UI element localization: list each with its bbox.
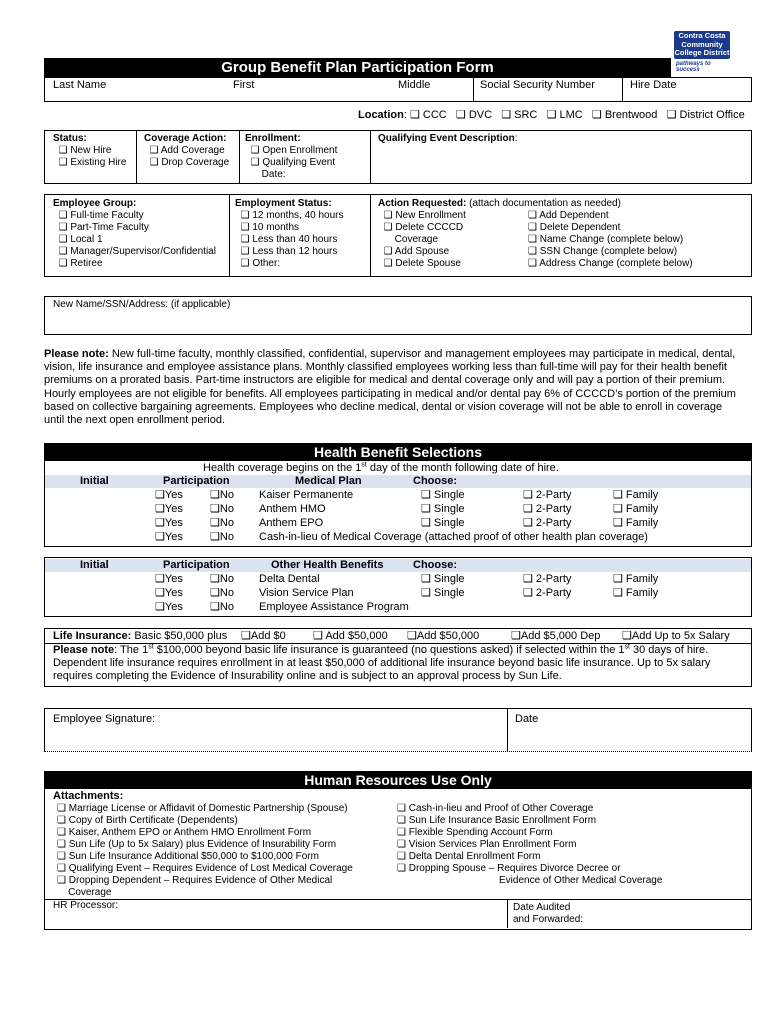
attach-fsa-checkbox[interactable]: ❑ Flexible Spending Account Form xyxy=(397,827,553,838)
ssn-change-checkbox[interactable]: ❑ SSN Change (complete below) xyxy=(528,246,678,257)
last-name-label: Last Name xyxy=(53,79,107,91)
ssn-label: Social Security Number xyxy=(480,79,595,91)
life-add-50000-a[interactable]: ❑ Add $50,000 xyxy=(313,630,388,642)
other-participation-header: Participation xyxy=(163,559,230,571)
manager-checkbox[interactable]: ❑ Manager/Supervisor/Confidential xyxy=(53,246,216,257)
signature-date-field[interactable] xyxy=(508,727,751,751)
status-other-checkbox[interactable]: ❑ Other: xyxy=(235,258,281,269)
attachments-label: Attachments: xyxy=(53,790,124,802)
other-initial-header: Initial xyxy=(80,559,109,571)
middle-name-label: Middle xyxy=(398,79,431,91)
anthem-epo-no[interactable]: ❑No xyxy=(210,517,234,529)
logo-line-2: Community xyxy=(681,39,723,49)
kaiser-no[interactable]: ❑No xyxy=(210,489,234,501)
enrollment-label: Enrollment: xyxy=(245,133,301,144)
cash-in-lieu-yes[interactable]: ❑Yes xyxy=(155,531,183,543)
please-note-paragraph: Please note: New full-time faculty, monthly classified, confidential, supervisor and management employees may participate in medical, dental, vision, life insurance and employee assistance plans. Monthly classified employees working less than full-time will pay for their health benefit premiums on a prorated basis. Part-time instructors are eligible for medical and dental coverage only and will pay a portion of their premium. Hourly employees are not eligible for benefits. All employees participating in medical and/or dental pay 6% of CCCCD’s portion of the premium based on collective bargaining agreements. Employees who decline medical, dental or vision coverage will not be able to enroll in coverage until the next open enrollment period. xyxy=(44,348,736,427)
dental-yes[interactable]: ❑Yes xyxy=(155,573,183,585)
status-10-months-checkbox[interactable]: ❑ 10 months xyxy=(235,222,300,233)
address-change-checkbox[interactable]: ❑ Address Change (complete below) xyxy=(528,258,693,269)
attach-birth-cert-checkbox[interactable]: ❑ Copy of Birth Certificate (Dependents) xyxy=(57,815,238,826)
full-time-faculty-checkbox[interactable]: ❑ Full-time Faculty xyxy=(53,210,144,221)
anthem-hmo-2party[interactable]: ❑ 2-Party xyxy=(523,503,572,515)
signature-section xyxy=(44,708,752,752)
name-change-checkbox[interactable]: ❑ Name Change (complete below) xyxy=(528,234,684,245)
attach-sunlife-5x-checkbox[interactable]: ❑ Sun Life (Up to 5x Salary) plus Evidence of Insurability Form xyxy=(57,839,337,850)
anthem-hmo-family[interactable]: ❑ Family xyxy=(613,503,659,515)
qualifying-event-checkbox[interactable]: ❑ Qualifying Event xyxy=(245,157,336,168)
vision-yes[interactable]: ❑Yes xyxy=(155,587,183,599)
dental-plan: Delta Dental xyxy=(259,573,320,585)
kaiser-family[interactable]: ❑ Family xyxy=(613,489,659,501)
attach-cash-in-lieu-checkbox[interactable]: ❑ Cash-in-lieu and Proof of Other Coverage xyxy=(397,803,594,814)
vision-single[interactable]: ❑ Single xyxy=(421,587,465,599)
employment-status-label: Employment Status: xyxy=(235,198,332,209)
life-note-line-1: Please note: The 1st $100,000 beyond basic life insurance is guaranteed (no questions asked) if selected within the 1st 30 days of hire. xyxy=(53,643,709,656)
attach-kaiser-form-checkbox[interactable]: ❑ Kaiser, Anthem EPO or Anthem HMO Enrollment Form xyxy=(57,827,312,838)
dental-no[interactable]: ❑No xyxy=(210,573,234,585)
attach-delta-dental-checkbox[interactable]: ❑ Delta Dental Enrollment Form xyxy=(397,851,541,862)
kaiser-2party[interactable]: ❑ 2-Party xyxy=(523,489,572,501)
attach-marriage-checkbox[interactable]: ❑ Marriage License or Affidavit of Domestic Partnership (Spouse) xyxy=(57,803,348,814)
existing-hire-checkbox[interactable]: ❑ Existing Hire xyxy=(53,157,127,168)
add-dependent-checkbox[interactable]: ❑ Add Dependent xyxy=(528,210,609,221)
location-ccc-checkbox[interactable]: ❑ CCC xyxy=(409,109,447,121)
add-spouse-checkbox[interactable]: ❑ Add Spouse xyxy=(378,246,450,257)
part-time-faculty-checkbox[interactable]: ❑ Part-Time Faculty xyxy=(53,222,149,233)
new-enrollment-checkbox[interactable]: ❑ New Enrollment xyxy=(378,210,466,221)
status-less-12-checkbox[interactable]: ❑ Less than 12 hours xyxy=(235,246,338,257)
open-enrollment-checkbox[interactable]: ❑ Open Enrollment xyxy=(245,145,338,156)
anthem-epo-plan: Anthem EPO xyxy=(259,517,324,529)
anthem-epo-single[interactable]: ❑ Single xyxy=(421,517,465,529)
vision-2party[interactable]: ❑ 2-Party xyxy=(523,587,572,599)
location-label: Location xyxy=(358,109,404,121)
attach-dropping-dependent-checkbox[interactable]: ❑ Dropping Dependent – Requires Evidence of Other Medical xyxy=(57,875,333,886)
life-insurance-label: Life Insurance: Basic $50,000 plus xyxy=(53,630,228,642)
attach-dropping-dependent-cont: Coverage xyxy=(68,887,112,898)
life-add-5x-salary[interactable]: ❑Add Up to 5x Salary xyxy=(622,630,730,642)
hire-date-label: Hire Date xyxy=(630,79,677,91)
location-brentwood-checkbox[interactable]: ❑ Brentwood xyxy=(591,109,658,121)
vision-plan: Vision Service Plan xyxy=(259,587,354,599)
other-choose-header: Choose: xyxy=(413,559,457,571)
initial-header: Initial xyxy=(80,475,109,487)
employee-group-label: Employee Group: xyxy=(53,198,137,209)
anthem-hmo-single[interactable]: ❑ Single xyxy=(421,503,465,515)
medical-plan-header: Medical Plan xyxy=(295,475,362,487)
add-coverage-checkbox[interactable]: ❑ Add Coverage xyxy=(144,145,225,156)
qualifying-event-description[interactable]: Qualifying Event Description: xyxy=(378,133,518,144)
choose-header: Choose: xyxy=(413,475,457,487)
hr-section xyxy=(44,789,752,930)
status-label: Status: xyxy=(53,133,87,144)
logo-tagline: pathways to success xyxy=(676,61,711,73)
location-row: Location: ❑ CCC ❑ DVC ❑ SRC ❑ LMC ❑ Brentwood ❑ District Office xyxy=(358,109,745,121)
status-section xyxy=(44,130,752,184)
attach-qualifying-event-checkbox[interactable]: ❑ Qualifying Event – Requires Evidence of Lost Medical Coverage xyxy=(57,863,353,874)
attach-dropping-spouse-cont: Evidence of Other Medical Coverage xyxy=(499,875,663,886)
employee-signature-field[interactable] xyxy=(45,727,505,751)
logo-line-3: College District xyxy=(674,48,730,57)
status-12-months-checkbox[interactable]: ❑ 12 months, 40 hours xyxy=(235,210,344,221)
new-hire-checkbox[interactable]: ❑ New Hire xyxy=(53,145,112,156)
anthem-epo-family[interactable]: ❑ Family xyxy=(613,517,659,529)
attach-sunlife-additional-checkbox[interactable]: ❑ Sun Life Insurance Additional $50,000 to $100,000 Form xyxy=(57,851,319,862)
anthem-hmo-plan: Anthem HMO xyxy=(259,503,326,515)
life-add-0[interactable]: ❑Add $0 xyxy=(241,630,286,642)
new-name-label: New Name/SSN/Address: (if applicable) xyxy=(53,299,231,310)
logo-line-1: Contra Costa xyxy=(678,31,726,40)
coverage-action-label: Coverage Action: xyxy=(144,133,227,144)
delete-cccd-checkbox[interactable]: ❑ Delete CCCCD xyxy=(378,222,464,233)
kaiser-single[interactable]: ❑ Single xyxy=(421,489,465,501)
eap-no[interactable]: ❑No xyxy=(210,601,234,613)
retiree-checkbox[interactable]: ❑ Retiree xyxy=(53,258,103,269)
qualifying-event-date: Date: xyxy=(261,169,286,180)
location-lmc-checkbox[interactable]: ❑ LMC xyxy=(546,109,583,121)
dental-single[interactable]: ❑ Single xyxy=(421,573,465,585)
name-input[interactable] xyxy=(44,88,429,102)
life-note-line-3: requires completing the Evidence of Insurability online and is subject to an approval process by Sun Life. xyxy=(53,670,562,682)
status-less-40-checkbox[interactable]: ❑ Less than 40 hours xyxy=(235,234,338,245)
hr-processor-label: HR Processor: xyxy=(53,900,119,911)
action-requested-header: Action Requested: (attach documentation as needed) xyxy=(378,198,621,209)
hr-use-header: Human Resources Use Only xyxy=(44,771,752,789)
location-district-office-checkbox[interactable]: ❑ District Office xyxy=(666,109,745,121)
eap-yes[interactable]: ❑Yes xyxy=(155,601,183,613)
life-add-50000-b[interactable]: ❑Add $50,000 xyxy=(407,630,480,642)
health-coverage-begin: Health coverage begins on the 1st day of the month following date of hire. xyxy=(203,461,559,474)
anthem-hmo-no[interactable]: ❑No xyxy=(210,503,234,515)
signature-date-label: Date xyxy=(515,713,539,725)
delete-cccd-cont: Coverage xyxy=(394,234,439,245)
attach-dropping-spouse-checkbox[interactable]: ❑ Dropping Spouse – Requires Divorce Decree or xyxy=(397,863,621,874)
kaiser-yes[interactable]: ❑Yes xyxy=(155,489,183,501)
cash-in-lieu-plan: Cash-in-lieu of Medical Coverage (attached proof of other health plan coverage) xyxy=(259,531,648,543)
date-audited-label: Date Audited and Forwarded: xyxy=(513,902,584,925)
life-note-line-2: Dependent life insurance requires enrollment in at least $50,000 of additional life insurance beyond basic life insurance. Up to 5x salary xyxy=(53,657,711,669)
attach-vision-checkbox[interactable]: ❑ Vision Services Plan Enrollment Form xyxy=(397,839,577,850)
participation-header: Participation xyxy=(163,475,230,487)
hr-processor-field[interactable] xyxy=(45,912,505,928)
drop-coverage-checkbox[interactable]: ❑ Drop Coverage xyxy=(144,157,230,168)
life-add-5000-dep[interactable]: ❑Add $5,000 Dep xyxy=(511,630,601,642)
eap-plan: Employee Assistance Program xyxy=(259,601,409,613)
cash-in-lieu-no[interactable]: ❑No xyxy=(210,531,234,543)
dental-family[interactable]: ❑ Family xyxy=(613,573,659,585)
location-dvc-checkbox[interactable]: ❑ DVC xyxy=(455,109,493,121)
form-title: Group Benefit Plan Participation Form xyxy=(44,58,671,77)
location-src-checkbox[interactable]: ❑ SRC xyxy=(501,109,538,121)
employee-signature-label: Employee Signature: xyxy=(53,713,156,725)
other-benefits-table xyxy=(44,557,752,617)
district-logo xyxy=(674,31,730,73)
delete-dependent-checkbox[interactable]: ❑ Delete Dependent xyxy=(528,222,621,233)
other-benefits-header: Other Health Benefits xyxy=(271,559,384,571)
first-name-label: First xyxy=(233,79,255,91)
anthem-epo-yes[interactable]: ❑Yes xyxy=(155,517,183,529)
anthem-epo-2party[interactable]: ❑ 2-Party xyxy=(523,517,572,529)
dental-2party[interactable]: ❑ 2-Party xyxy=(523,573,572,585)
life-insurance-section xyxy=(44,628,752,687)
employee-group-section xyxy=(44,194,752,277)
new-name-field[interactable] xyxy=(44,296,752,335)
local-1-checkbox[interactable]: ❑ Local 1 xyxy=(53,234,103,245)
anthem-hmo-yes[interactable]: ❑Yes xyxy=(155,503,183,515)
attach-sunlife-basic-checkbox[interactable]: ❑ Sun Life Insurance Basic Enrollment Form xyxy=(397,815,597,826)
health-benefit-header: Health Benefit Selections xyxy=(44,443,752,461)
kaiser-plan: Kaiser Permanente xyxy=(259,489,354,501)
vision-family[interactable]: ❑ Family xyxy=(613,587,659,599)
delete-spouse-checkbox[interactable]: ❑ Delete Spouse xyxy=(378,258,461,269)
health-benefit-table xyxy=(44,461,752,547)
vision-no[interactable]: ❑No xyxy=(210,587,234,599)
